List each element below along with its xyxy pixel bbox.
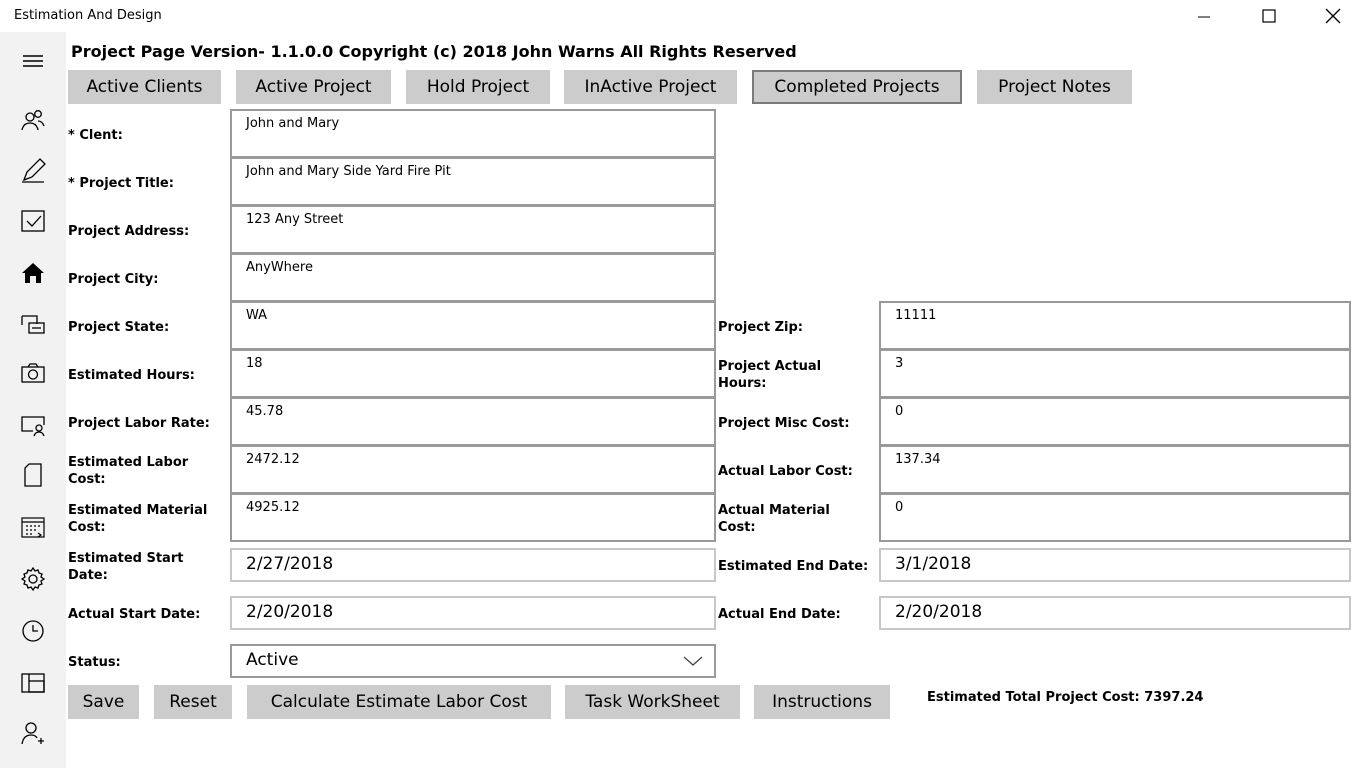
printer-icon: [19, 309, 47, 337]
sidebar-item-add-user[interactable]: [14, 716, 52, 750]
sidebar-item-home[interactable]: [14, 256, 52, 290]
checkbox-icon: [19, 207, 47, 235]
estimated-hours-label: Estimated Hours:: [68, 368, 195, 383]
status-select-value: Active: [246, 650, 299, 670]
sidebar-item-views[interactable]: [14, 666, 52, 700]
camera-icon: [19, 359, 47, 387]
tab-completed-projects[interactable]: Completed Projects: [752, 70, 962, 104]
labor-rate-field[interactable]: 45.78: [230, 397, 716, 446]
tab-active-clients[interactable]: Active Clients: [68, 70, 221, 104]
sidebar-item-history[interactable]: [14, 614, 52, 648]
add-person-icon: [19, 719, 47, 747]
status-label: Status:: [68, 655, 121, 670]
minimize-button[interactable]: [1181, 0, 1227, 32]
project-address-label: Project Address:: [68, 224, 190, 239]
save-button[interactable]: Save: [68, 685, 139, 719]
status-select[interactable]: [230, 644, 716, 678]
title-bar: [0, 0, 1366, 32]
sidebar-item-contacts[interactable]: [14, 408, 52, 442]
maximize-icon: [1262, 9, 1276, 23]
blank-page-icon: [19, 461, 47, 489]
project-title-label: * Project Title:: [68, 176, 174, 191]
actual-end-date-label: Actual End Date:: [718, 607, 841, 622]
calendar-icon: [19, 513, 47, 541]
page-title: Project Page Version- 1.1.0.0 Copyright (c) 2018 John Warns All Rights Reserved: [71, 42, 797, 61]
gear-icon: [19, 565, 47, 593]
actual-labor-cost-label: Actual Labor Cost:: [718, 464, 853, 479]
sidebar-item-settings[interactable]: [14, 562, 52, 596]
estimated-start-date-picker[interactable]: 2/27/2018: [230, 548, 716, 582]
estimated-material-cost-field[interactable]: 4925.12: [230, 493, 716, 542]
sidebar-item-edit[interactable]: [14, 154, 52, 188]
people-icon: [19, 106, 47, 134]
estimated-end-date-picker[interactable]: 3/1/2018: [879, 548, 1351, 582]
maximize-button[interactable]: [1246, 0, 1292, 32]
sidebar-item-print[interactable]: [14, 306, 52, 340]
sidebar-item-menu[interactable]: [14, 44, 52, 78]
estimated-material-cost-label: Estimated Material Cost:: [68, 503, 208, 535]
contact-card-icon: [19, 411, 47, 439]
sidebar-item-clients[interactable]: [14, 103, 52, 137]
estimated-end-date-label: Estimated End Date:: [718, 559, 869, 574]
home-icon: [19, 259, 47, 287]
project-city-field[interactable]: AnyWhere: [230, 253, 716, 302]
actual-labor-cost-field[interactable]: 137.34: [879, 445, 1351, 494]
clock-icon: [19, 617, 47, 645]
project-address-field[interactable]: 123 Any Street: [230, 205, 716, 254]
task-worksheet-button[interactable]: Task WorkSheet: [565, 685, 740, 719]
close-button[interactable]: [1310, 0, 1356, 32]
estimated-total-cost-value: 7397.24: [1144, 690, 1204, 705]
sidebar: [0, 32, 66, 768]
project-title-field[interactable]: John and Mary Side Yard Fire Pit: [230, 157, 716, 206]
instructions-button[interactable]: Instructions: [754, 685, 890, 719]
estimated-total-cost: [927, 690, 1203, 705]
close-icon: [1325, 8, 1341, 24]
actual-end-date-picker[interactable]: 2/20/2018: [879, 596, 1351, 630]
estimated-hours-field[interactable]: 18: [230, 349, 716, 398]
view-all-icon: [19, 669, 47, 697]
sidebar-item-camera[interactable]: [14, 356, 52, 390]
estimated-labor-cost-field[interactable]: 2472.12: [230, 445, 716, 494]
hamburger-menu-icon: [19, 47, 47, 75]
project-zip-field[interactable]: 11111: [879, 301, 1351, 350]
actual-start-date-label: Actual Start Date:: [68, 607, 201, 622]
actual-material-cost-label: Actual Material Cost:: [718, 503, 830, 535]
project-state-label: Project State:: [68, 320, 170, 335]
reset-button[interactable]: Reset: [154, 685, 232, 719]
estimated-labor-cost-label: Estimated Labor Cost:: [68, 455, 189, 487]
calculate-estimate-labor-cost-button[interactable]: Calculate Estimate Labor Cost: [247, 685, 551, 719]
sidebar-item-calendar[interactable]: [14, 510, 52, 544]
tab-active-project[interactable]: Active Project: [236, 70, 391, 104]
actual-hours-label: Project Actual Hours:: [718, 359, 822, 391]
minimize-icon: [1197, 9, 1211, 23]
app-title: Estimation And Design: [14, 8, 162, 23]
estimated-start-date-label: Estimated Start Date:: [68, 551, 184, 583]
misc-cost-field[interactable]: 0: [879, 397, 1351, 446]
labor-rate-label: Project Labor Rate:: [68, 416, 210, 431]
project-city-label: Project City:: [68, 272, 159, 287]
tab-inactive-project[interactable]: InActive Project: [564, 70, 737, 104]
actual-hours-field[interactable]: 3: [879, 349, 1351, 398]
chevron-down-icon: [682, 651, 704, 671]
tab-project-notes[interactable]: Project Notes: [977, 70, 1132, 104]
tab-hold-project[interactable]: Hold Project: [406, 70, 550, 104]
client-field[interactable]: John and Mary: [230, 109, 716, 158]
sidebar-item-page[interactable]: [14, 458, 52, 492]
actual-start-date-picker[interactable]: 2/20/2018: [230, 596, 716, 630]
estimated-total-cost-label: Estimated Total Project Cost:: [927, 690, 1140, 705]
actual-material-cost-field[interactable]: 0: [879, 493, 1351, 542]
misc-cost-label: Project Misc Cost:: [718, 416, 850, 431]
project-state-field[interactable]: WA: [230, 301, 716, 350]
project-zip-label: Project Zip:: [718, 320, 803, 335]
sidebar-item-tasks[interactable]: [14, 204, 52, 238]
pencil-icon: [19, 157, 47, 185]
client-label: * Clent:: [68, 128, 123, 143]
